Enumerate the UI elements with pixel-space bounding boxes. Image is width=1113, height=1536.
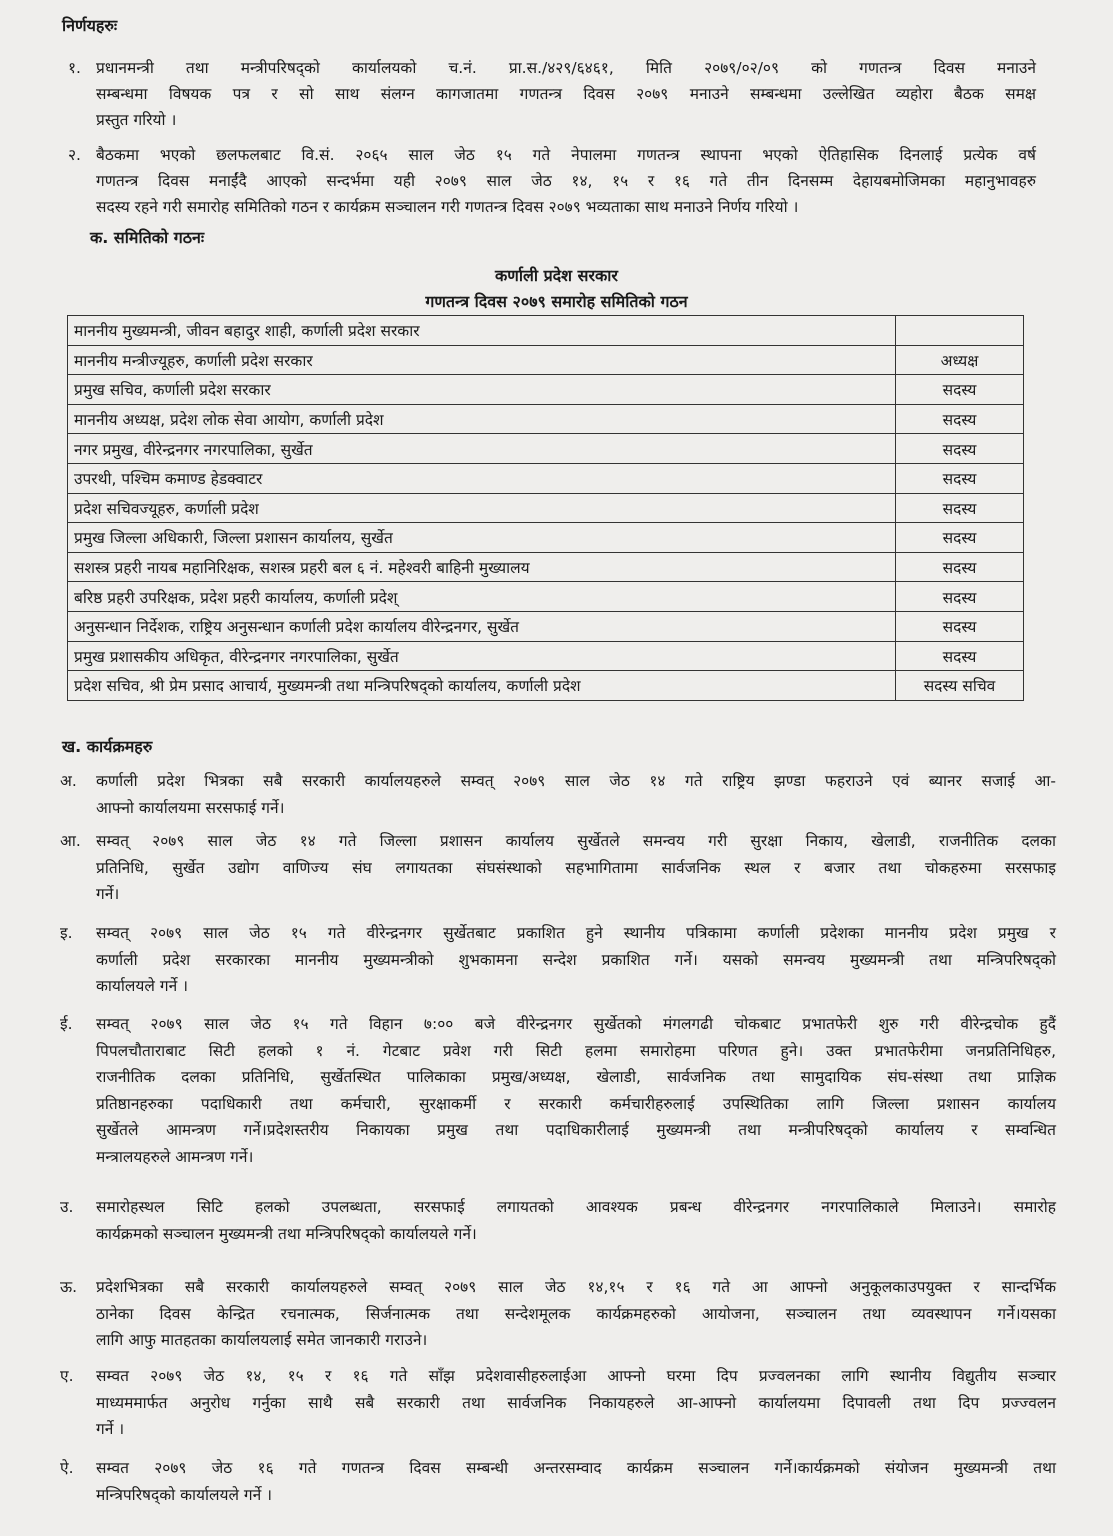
program-label: आ. (60, 832, 81, 850)
program-line: प्रतिष्ठानहरुका पदाधिकारी तथा कर्मचारी, सुरक्षाकर्मी र सरकारी कर्मचारीहरुलाई उपस्थितिका लागि जिल्ला प्रशासन कार्यालय (96, 1094, 1056, 1113)
program-line: कर्णाली प्रदेश सरकारका माननीय मुख्यमन्त्रीको शुभकामना सन्देश प्रकाशित गर्ने। यसको समन्वय मुख्यमन्त्री तथा मन्त्रिपरिषद्को (96, 950, 1056, 969)
decision-2-line-2: गणतन्त्र दिवस मनाईंदै आएको सन्दर्भमा यही २०७९ साल जेठ १४, १५ र १६ गते तीन दिनसम्म देहायबमोजिमका महानुभावहरु (96, 172, 1036, 190)
committee-row (68, 463, 1024, 493)
committee-member-role: अध्यक्ष (896, 345, 1024, 375)
committee-row (68, 523, 1024, 553)
committee-member-role: सदस्य सचिव (896, 671, 1024, 701)
program-line: कार्यक्रमको सञ्चालन मुख्यमन्त्री तथा मन्त्रिपरिषद्को कार्यालयले गर्ने। (96, 1224, 477, 1243)
program-line: गर्ने । (96, 1420, 125, 1438)
decisions-heading: निर्णयहरुः (62, 16, 118, 35)
program-line: प्रदेशभित्रका सबै सरकारी कार्यालयहरुले सम्वत् २०७९ साल जेठ १४,१५ र १६ गते आ आफ्नो अनुकूलकाउपयुक्त र सान्दर्भिक (96, 1278, 1056, 1296)
program-line: माध्यममार्फत अनुरोध गर्नुका साथै सबै सरकारी तथा सार्वजनिक निकायहरुले आ-आफ्नो कार्यालयमा दिपावली तथा दिप प्रज्ज्वलन (96, 1393, 1056, 1412)
committee-member-name: माननीय मुख्यमन्त्री, जीवन बहादुर शाही, कर्णाली प्रदेश सरकार (68, 316, 896, 346)
program-line: प्रतिनिधि, सुर्खेत उद्योग वाणिज्य संघ लगायतका संघसंस्थाको सहभागितामा सार्वजनिक स्थल र बजार तथा चोकहरुमा सरसफाइ (96, 858, 1056, 877)
program-line: सम्वत् २०७९ साल जेठ १५ गते विहान ७:०० बजे वीरेन्द्रनगर सुर्खेतको मंगलगढी चोकबाट प्रभातफेरी शुरु गरी वीरेन्द्रचोक हुदैं (96, 1015, 1056, 1033)
committee-row (68, 316, 1024, 346)
committee-row (68, 434, 1024, 464)
committee-member-name: माननीय मन्त्रीज्यूहरु, कर्णाली प्रदेश सरकार (68, 345, 896, 375)
committee-member-name: बरिष्ठ प्रहरी उपरिक्षक, प्रदेश प्रहरी कार्यालय, कर्णाली प्रदेश् (68, 582, 896, 612)
committee-member-role: सदस्य (896, 404, 1024, 434)
program-line: आफ्नो कार्यालयमा सरसफाई गर्ने। (96, 798, 285, 817)
program-label: अ. (60, 772, 77, 790)
committee-row (68, 641, 1024, 671)
committee-table (67, 315, 1024, 701)
table-title-government: कर्णाली प्रदेश सरकार (495, 266, 618, 285)
committee-row (68, 493, 1024, 523)
program-label: ऊ. (60, 1278, 78, 1296)
committee-member-role: सदस्य (896, 582, 1024, 612)
program-line: गर्ने। (96, 885, 120, 903)
program-label: उ. (60, 1198, 74, 1216)
program-line: राजनीतिक दलका प्रतिनिधि, सुर्खेतस्थित पालिकाका प्रमुख/अध्यक्ष, खेलाडी, सार्वजनिक तथा सामुदायिक संघ-संस्था तथा प्राज्ञिक (96, 1068, 1056, 1086)
committee-member-role (896, 316, 1024, 346)
committee-member-role: सदस्य (896, 552, 1024, 582)
program-line: सम्वत २०७९ जेठ १६ गते गणतन्त्र दिवस सम्बन्धी अन्तरसम्वाद कार्यक्रम सञ्चालन गर्ने।कार्यक्रमको संयोजन मुख्यमन्त्री तथा (96, 1459, 1056, 1477)
table-title-committee: गणतन्त्र दिवस २०७९ समारोह समितिको गठन (425, 292, 688, 311)
committee-member-role: सदस्य (896, 641, 1024, 671)
committee-member-role: सदस्य (896, 434, 1024, 464)
program-line: लागि आफु मातहतका कार्यालयलाई समेत जानकारी गराउने। (96, 1331, 428, 1349)
section-kha-heading: ख. कार्यक्रमहरु (62, 737, 153, 756)
program-line: सम्वत २०७९ जेठ १४, १५ र १६ गते साँझ प्रदेशवासीहरुलाईआ आफ्नो घरमा दिप प्रज्वलनका लागि स्थानीय विद्युतीय सञ्चार (96, 1367, 1056, 1385)
program-label: ऐ. (60, 1459, 74, 1477)
committee-member-name: प्रदेश सचिव, श्री प्रेम प्रसाद आचार्य, मुख्यमन्त्री तथा मन्त्रिपरिषद्को कार्यालय, कर्णाली प्रदेश (68, 671, 896, 701)
program-line: ठानेका दिवस केन्द्रित रचनात्मक, सिर्जनात्मक तथा सन्देशमूलक कार्यक्रमहरुको आयोजना, सञ्चालन तथा व्यवस्थापन गर्ने।यसका (96, 1304, 1056, 1323)
decision-2-line-1: बैठकमा भएको छलफलबाट वि.सं. २०६५ साल जेठ १५ गते नेपालमा गणतन्त्र स्थापना भएको ऐतिहासिक दिनलाई प्रत्येक वर्ष (96, 146, 1036, 164)
committee-row (68, 375, 1024, 405)
committee-row (68, 671, 1024, 701)
committee-member-name: उपरथी, पश्चिम कमाण्ड हेडक्वाटर (68, 463, 896, 493)
decision-number: १. (68, 59, 81, 77)
committee-member-role: सदस्य (896, 523, 1024, 553)
program-line: कार्यालयले गर्ने । (96, 977, 188, 995)
committee-member-name: प्रदेश सचिवज्यूहरु, कर्णाली प्रदेश (68, 493, 896, 523)
committee-member-name: प्रमुख सचिव, कर्णाली प्रदेश सरकार (68, 375, 896, 405)
committee-row (68, 345, 1024, 375)
decision-2-line-3: सदस्य रहने गरी समारोह समितिको गठन र कार्यक्रम सञ्चालन गरी गणतन्त्र दिवस २०७९ भव्यताका साथ मनाउने निर्णय गरियो । (96, 198, 799, 216)
program-line: सुर्खेतले आमन्त्रण गर्ने।प्रदेशस्तरीय निकायका प्रमुख तथा पदाधिकारीलाई मुख्यमन्त्री तथा मन्त्रीपरिषद्को कार्यालय र सम्वन्धित (96, 1121, 1056, 1139)
committee-row (68, 552, 1024, 582)
committee-member-role: सदस्य (896, 493, 1024, 523)
committee-member-name: नगर प्रमुख, वीरेन्द्रनगर नगरपालिका, सुर्खेत (68, 434, 896, 464)
committee-member-name: अनुसन्धान निर्देशक, राष्ट्रिय अनुसन्धान कर्णाली प्रदेश कार्यालय वीरेन्द्रनगर, सुर्खेत (68, 611, 896, 641)
program-line: मन्त्रिपरिषद्को कार्यालयले गर्ने । (96, 1485, 273, 1504)
committee-member-role: सदस्य (896, 375, 1024, 405)
committee-member-name: प्रमुख जिल्ला अधिकारी, जिल्ला प्रशासन कार्यालय, सुर्खेत (68, 523, 896, 553)
program-line: कर्णाली प्रदेश भित्रका सबै सरकारी कार्यालयहरुले सम्वत् २०७९ साल जेठ १४ गते राष्ट्रिय झण्डा फहराउने एवं ब्यानर सजाई आ- (96, 772, 1056, 790)
program-label: ई. (60, 1015, 73, 1033)
committee-row (68, 582, 1024, 612)
decision-1-line-1: प्रधानमन्त्री तथा मन्त्रीपरिषद्को कार्यालयको च.नं. प्रा.स./४२९/६४६१, मिति २०७९/०२/०९ को गणतन्त्र दिवस मनाउने (96, 59, 1036, 77)
committee-member-name: माननीय अध्यक्ष, प्रदेश लोक सेवा आयोग, कर्णाली प्रदेश (68, 404, 896, 434)
committee-row (68, 611, 1024, 641)
program-label: इ. (60, 924, 73, 942)
committee-member-role: सदस्य (896, 611, 1024, 641)
program-line: सम्वत् २०७९ साल जेठ १५ गते वीरेन्द्रनगर सुर्खेतबाट प्रकाशित हुने स्थानीय पत्रिकामा कर्णाली प्रदेशका माननीय प्रदेश प्रमुख र (96, 924, 1056, 942)
program-line: पिपलचौताराबाट सिटी हलको १ नं. गेटबाट प्रवेश गरी सिटी हलमा समारोहमा परिणत हुने। उक्त प्रभातफेरीमा जनप्रतिनिधिहरु, (96, 1041, 1056, 1060)
committee-member-role: सदस्य (896, 463, 1024, 493)
decision-number: २. (68, 146, 81, 164)
committee-member-name: सशस्त्र प्रहरी नायब महानिरिक्षक, सशस्त्र प्रहरी बल ६ नं. महेश्वरी बाहिनी मुख्यालय (68, 552, 896, 582)
committee-row (68, 404, 1024, 434)
decision-1-line-2: सम्बन्धमा विषयक पत्र र सो साथ संलग्न कागजातमा गणतन्त्र दिवस २०७९ मनाउने सम्बन्धमा उल्लेखित व्यहोरा बैठक समक्ष (96, 85, 1036, 103)
program-line: समारोहस्थल सिटि हलको उपलब्धता, सरसफाई लगायतको आवश्यक प्रबन्ध वीरेन्द्रनगर नगरपालिकाले मिलाउने। समारोह (96, 1198, 1056, 1216)
committee-member-name: प्रमुख प्रशासकीय अधिकृत, वीरेन्द्रनगर नगरपालिका, सुर्खेत (68, 641, 896, 671)
program-line: सम्वत् २०७९ साल जेठ १४ गते जिल्ला प्रशासन कार्यालय सुर्खेतले समन्वय गरी सुरक्षा निकाय, खेलाडी, राजनीतिक दलका (96, 832, 1056, 850)
program-line: मन्त्रालयहरुले आमन्त्रण गर्ने। (96, 1147, 254, 1166)
section-ka-heading: क. समितिको गठनः (90, 228, 205, 247)
program-label: ए. (60, 1367, 74, 1385)
decision-1-line-3: प्रस्तुत गरियो । (96, 111, 177, 129)
